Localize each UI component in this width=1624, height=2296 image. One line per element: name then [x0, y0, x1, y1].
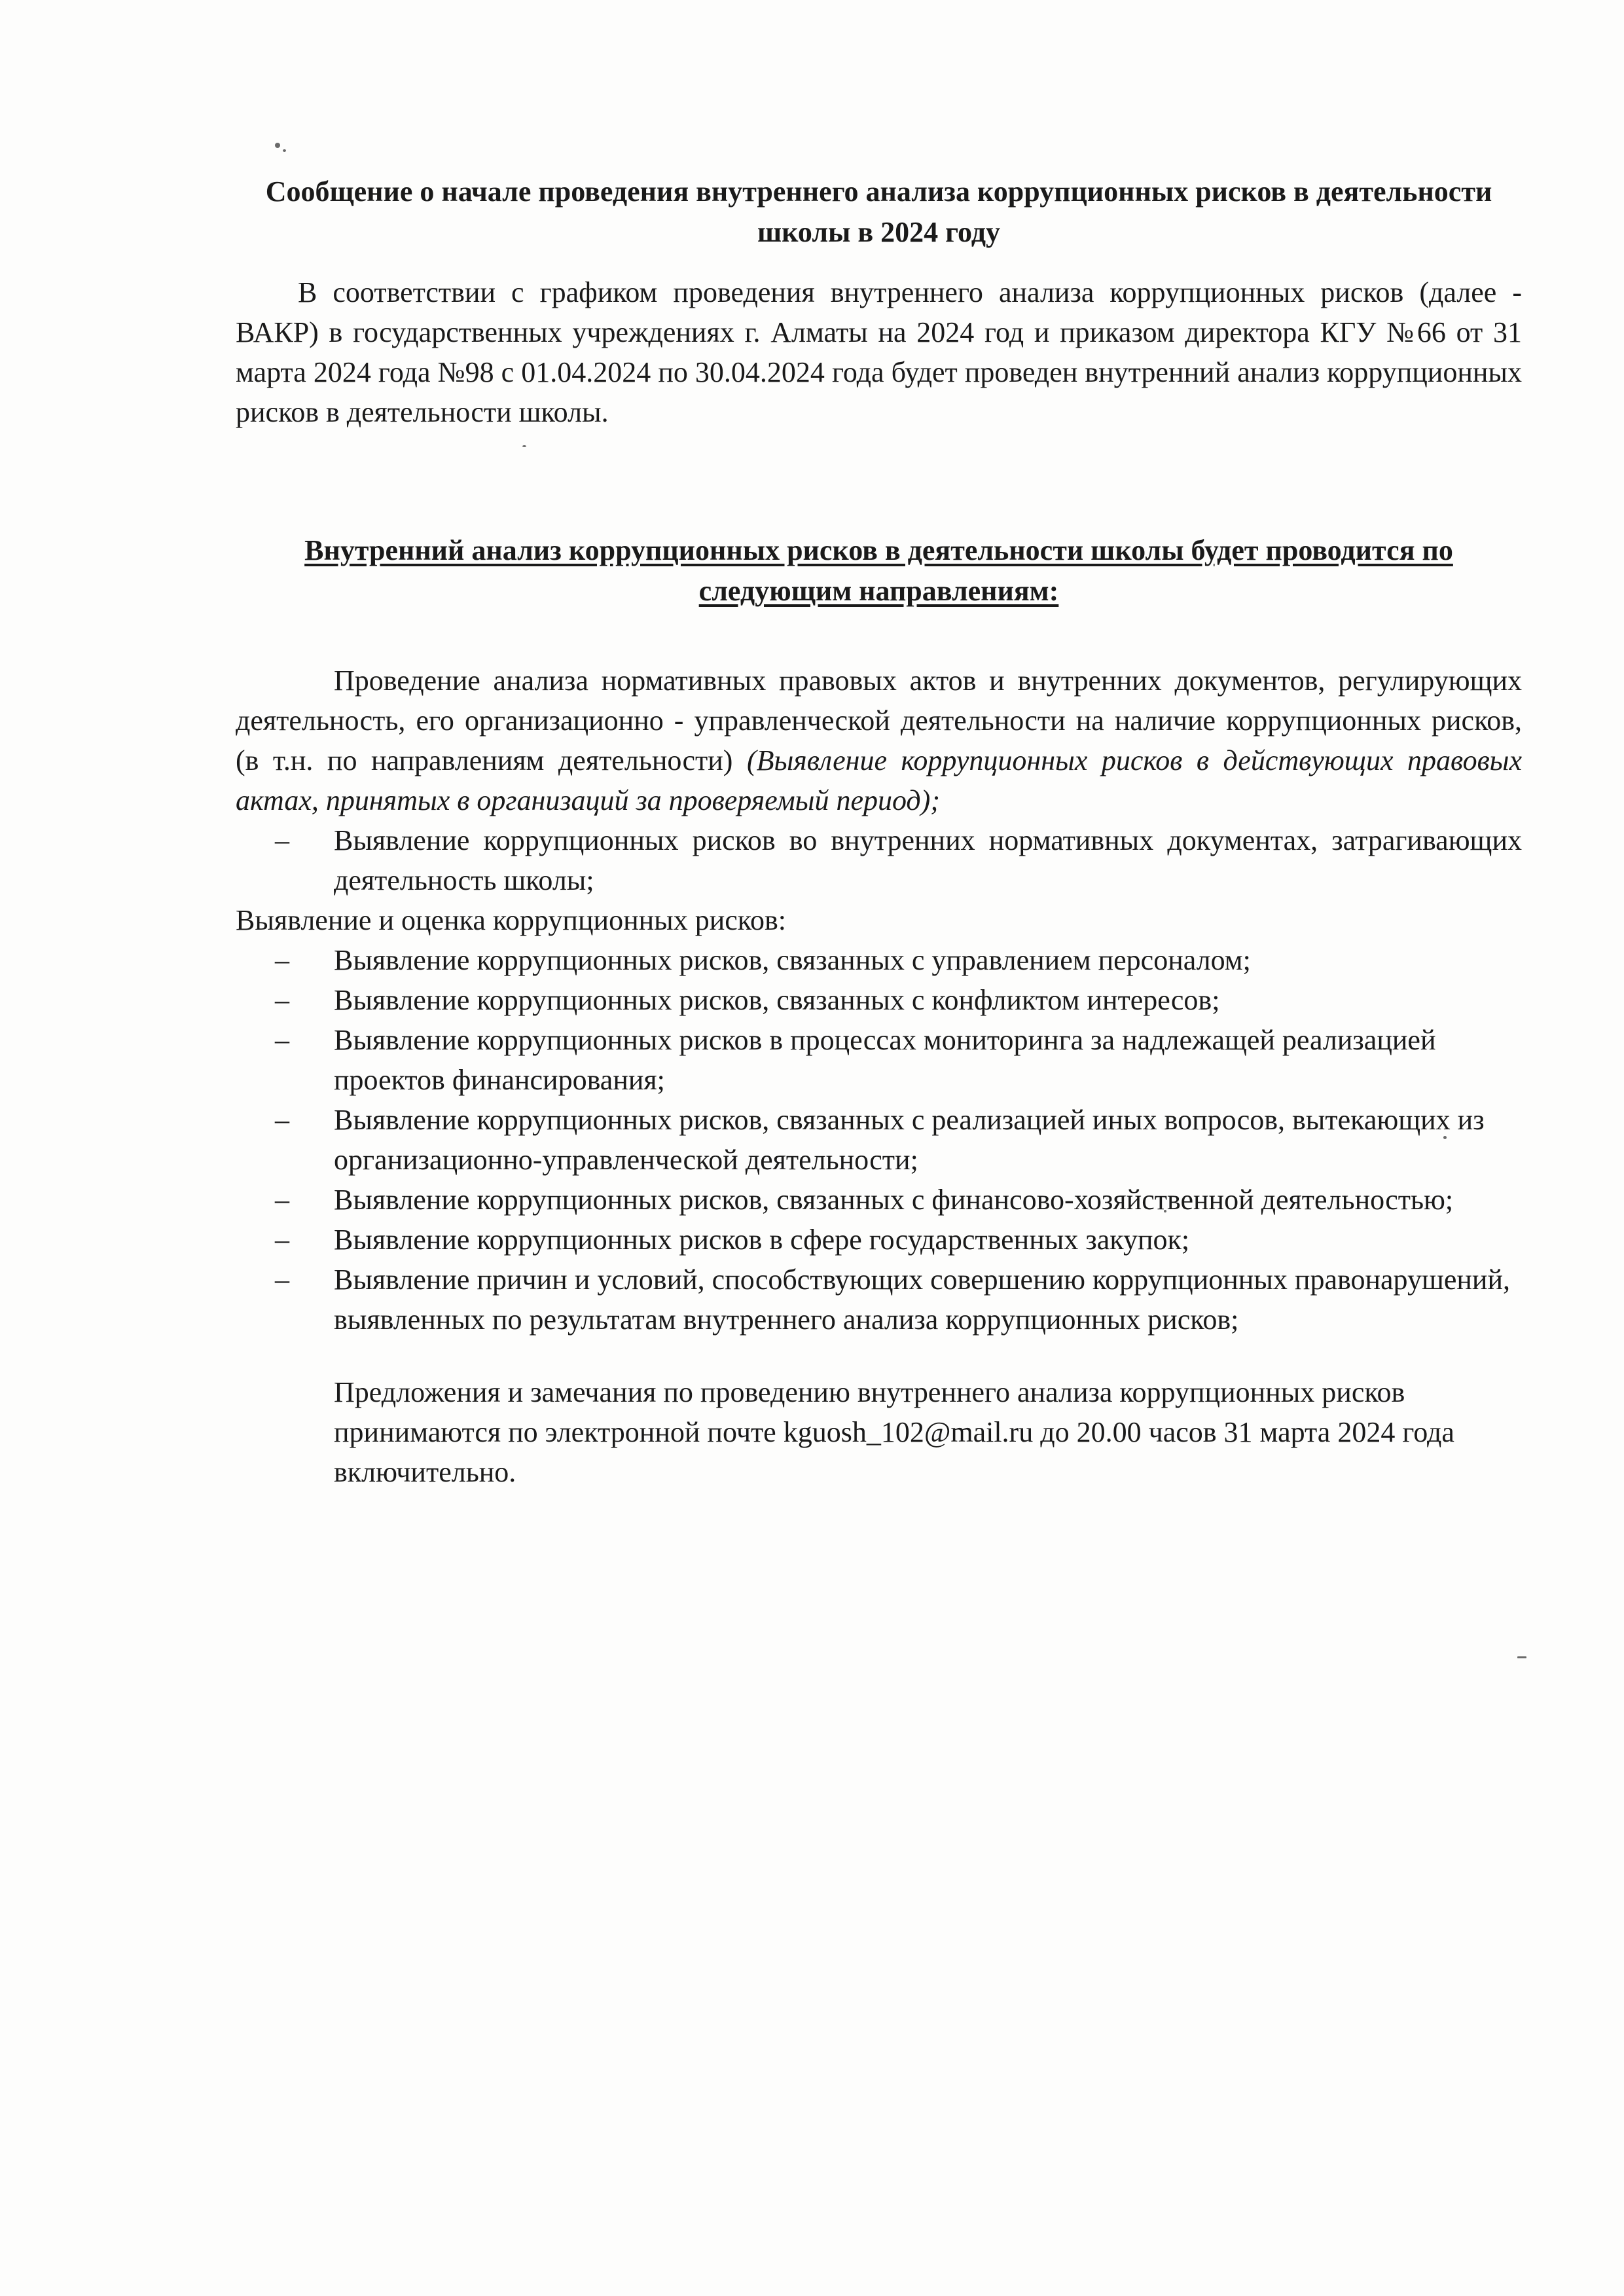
document-title: Сообщение о начале проведения внутреннего анализа коррупционных рисков в деятельности школы в 2024 году	[265, 175, 1492, 248]
scan-speck	[283, 149, 286, 152]
analysis-paragraph	[236, 661, 1522, 820]
dash-bullet: –	[275, 984, 289, 1016]
list-item-text: Выявление коррупционных рисков, связанных с управлением персоналом;	[334, 944, 1251, 976]
list-item	[236, 980, 1522, 1020]
list-item	[236, 1220, 1522, 1260]
list-item	[236, 820, 1522, 900]
proposals-paragraph: Предложения и замечания по проведению внутреннего анализа коррупционных рисков принимаются по электронной почте kguosh_102@mail.ru до 20.00 часов 31 марта 2024 года включительно.	[334, 1376, 1454, 1488]
list-item-text: Выявление коррупционных рисков во внутренних нормативных документах, затрагивающих деятельность школы;	[334, 824, 1522, 896]
list-item-text: Выявление причин и условий, способствующих совершению коррупционных правонарушений, выявленных по результатам внутреннего анализа коррупционных рисков;	[334, 1264, 1510, 1336]
dash-bullet: –	[275, 1024, 289, 1056]
analysis-text: Проведение анализа нормативных правовых актов и внутренних документов, регулирующих деятельность, его организационно - управленческой деятельности на наличие коррупционных рисков, (в т.н. по направлениям деятельности)	[236, 665, 1522, 776]
list-item	[236, 940, 1522, 980]
dash-bullet: –	[275, 1184, 289, 1216]
scan-speck	[275, 143, 280, 148]
dash-bullet: –	[275, 1224, 289, 1256]
dash-bullet: –	[275, 944, 289, 976]
list-item-text: Выявление коррупционных рисков, связанных с финансово-хозяйственной деятельностью;	[334, 1184, 1454, 1216]
list-item-text: Выявление коррупционных рисков, связанных с реализацией иных вопросов, вытекающих из организационно-управленческой деятельности;	[334, 1104, 1485, 1176]
risk-assessment-subheading: Выявление и оценка коррупционных рисков:	[236, 904, 786, 936]
dash-bullet: –	[275, 824, 289, 856]
intro-paragraph: В соответствии с графиком проведения внутреннего анализа коррупционных рисков (далее - ВАКР) в государственных учреждениях г. Алматы на 2024 год и приказом директора КГУ №66 от 31 марта 2024 года №98 с 01.04.2024 по 30.04.2024 года будет проведен внутренний анализ коррупционных рисков в деятельности школы.	[236, 276, 1522, 428]
section-heading: Внутренний анализ коррупционных рисков в деятельности школы будет проводится по следующим направлениям:	[304, 534, 1453, 607]
list-item	[236, 1180, 1522, 1220]
list-item-text: Выявление коррупционных рисков в процессах мониторинга за надлежащей реализацией проектов финансирования;	[334, 1024, 1436, 1096]
document-body	[236, 172, 1522, 1492]
risk-list	[236, 940, 1522, 1339]
list-item-text: Выявление коррупционных рисков в сфере государственных закупок;	[334, 1224, 1190, 1256]
dash-bullet: –	[275, 1264, 289, 1296]
list-item-text: Выявление коррупционных рисков, связанных с конфликтом интересов;	[334, 984, 1220, 1016]
scan-speck	[1517, 1656, 1526, 1658]
dash-bullet: –	[275, 1104, 289, 1136]
first-direction-list	[236, 820, 1522, 900]
list-item	[236, 1100, 1522, 1180]
analysis-italic-note: (Выявление коррупционных рисков в действующих правовых актах, принятых в организаций за проверяемый период);	[236, 744, 1522, 816]
list-item	[236, 1020, 1522, 1100]
list-item	[236, 1260, 1522, 1339]
